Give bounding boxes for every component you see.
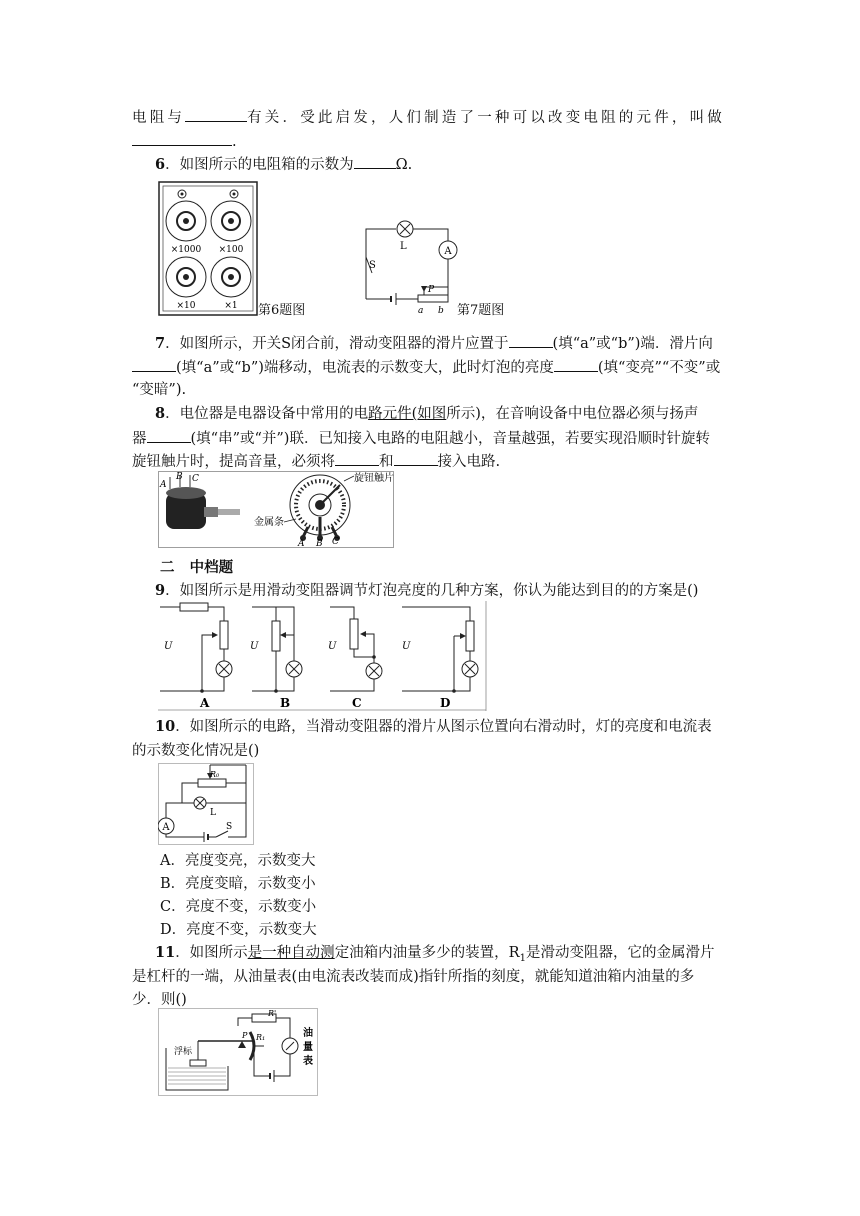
option-d[interactable]: D．亮度不变，示数变大 xyxy=(160,922,317,938)
resistance-box-figure xyxy=(158,181,258,316)
svg-text:L: L xyxy=(210,808,216,818)
lamp-icon xyxy=(397,221,413,237)
q10-line-1: 10．如图所示的电路，当滑动变阻器的滑片从图示位置向右滑动时，灯的亮度和电流表 xyxy=(155,718,712,735)
q8-line-3: 旋钮触片时，提高音量，必须将 和 接入电路. xyxy=(132,451,732,472)
svg-text:A: A xyxy=(162,822,170,833)
rheostat-icon xyxy=(418,295,448,302)
answer-blank[interactable] xyxy=(132,131,232,146)
svg-text:U: U xyxy=(164,641,173,652)
section-heading: 二 中档题 xyxy=(160,559,234,576)
figure-caption: 第6题图 xyxy=(258,303,306,318)
svg-text:S: S xyxy=(226,822,233,832)
option-b[interactable]: B．亮度变暗，示数变小 xyxy=(160,876,316,892)
svg-text:R₁: R₁ xyxy=(256,1033,266,1042)
svg-text:B: B xyxy=(280,696,291,710)
circuit-figure-7 xyxy=(360,213,460,318)
svg-text:B: B xyxy=(316,539,323,548)
q8-line-1: 8．电位器是电器设备中常用的电路元件(如图所示)，在音响设备中电位器必须与扬声 xyxy=(155,405,699,422)
svg-text:旋钮触片: 旋钮触片 xyxy=(354,473,394,484)
svg-text:金属条: 金属条 xyxy=(254,517,284,528)
svg-text:C: C xyxy=(192,474,199,484)
slider-arrow-icon xyxy=(421,286,427,292)
figure-caption: 第7题图 xyxy=(457,303,505,318)
circuit-option-c xyxy=(330,607,382,691)
svg-text:U: U xyxy=(402,641,411,652)
answer-blank[interactable] xyxy=(354,154,396,169)
svg-text:油: 油 xyxy=(303,1028,313,1039)
svg-text:S: S xyxy=(369,260,376,271)
circuit-option-d xyxy=(402,607,478,693)
potentiometer-figure xyxy=(158,471,394,548)
answer-blank[interactable] xyxy=(132,357,176,372)
svg-text:P: P xyxy=(428,285,435,295)
option-c[interactable]: C．亮度不变，示数变小 xyxy=(160,899,317,915)
svg-text:b: b xyxy=(438,306,444,316)
svg-text:A: A xyxy=(444,246,452,257)
q8-line-2: 器 (填“串”或“并”)联．已知接入电路的电阻越小，音量越强，若要实现沿顺时针旋转 xyxy=(132,428,732,449)
svg-text:L: L xyxy=(400,241,407,252)
svg-text:U: U xyxy=(250,641,259,652)
q11-line-3: 少．则() xyxy=(132,992,187,1008)
svg-text:U: U xyxy=(328,641,337,652)
svg-text:C: C xyxy=(352,696,362,710)
q5-line-1: 电阻与 有关．受此启发，人们制造了一种可以改变电阻的元件，叫做 xyxy=(132,107,732,128)
svg-text:表: 表 xyxy=(303,1056,313,1067)
svg-text:P: P xyxy=(242,1031,248,1040)
q11-line-1: 11．如图所示是一种自动测定油箱内油量多少的装置，$R_1$是滑动变阻器，它的金属滑片 xyxy=(155,944,715,964)
q7-line-3: “变暗”). xyxy=(132,382,187,398)
q11-line-2: 是杠杆的一端，从油量表(由电流表改装而成)指针所指的刻度，就能知道油箱内油量的多 xyxy=(132,969,695,985)
answer-blank[interactable] xyxy=(394,451,438,466)
svg-text:量: 量 xyxy=(303,1042,313,1053)
circuit-option-b xyxy=(252,607,302,693)
svg-text:C: C xyxy=(332,537,339,547)
q10-line-2: 的示数变化情况是() xyxy=(132,743,260,759)
answer-blank[interactable] xyxy=(554,357,598,372)
svg-text:A: A xyxy=(160,480,167,490)
svg-text:B: B xyxy=(176,472,183,482)
answer-blank[interactable] xyxy=(147,428,191,443)
svg-text:R₀: R₀ xyxy=(210,770,220,779)
q5-line-2: . xyxy=(132,131,732,152)
answer-blank[interactable] xyxy=(185,107,247,122)
q9-line: 9．如图所示是用滑动变阻器调节灯泡亮度的几种方案，你认为能达到目的的方案是() xyxy=(155,582,699,599)
svg-text:A: A xyxy=(200,696,210,710)
q7-line-1: 7．如图所示，开关S闭合前，滑动变阻器的滑片应置于 (填“a”或“b”)端．滑片向 xyxy=(155,335,713,352)
dial-label: ×1000 xyxy=(170,245,202,255)
q7-line-2: (填“a”或“b”)端移动，电流表的示数变大，此时灯泡的亮度 (填“变亮”“不变”或 xyxy=(132,357,732,378)
circuit-figure-10 xyxy=(158,763,254,845)
answer-blank[interactable] xyxy=(335,451,379,466)
svg-text:a: a xyxy=(418,306,424,316)
oil-gauge-figure xyxy=(158,1008,318,1096)
dial-label: ×10 xyxy=(176,301,196,311)
ammeter-icon xyxy=(439,241,457,259)
svg-text:浮标: 浮标 xyxy=(174,1047,193,1057)
svg-text:R': R' xyxy=(268,1009,277,1018)
answer-blank[interactable] xyxy=(509,333,553,348)
rheostat-options-figure xyxy=(158,601,488,711)
svg-text:D: D xyxy=(440,696,451,710)
dial-label: ×1 xyxy=(224,301,238,311)
svg-text:A: A xyxy=(298,539,305,548)
q6-line: 6．如图所示的电阻箱的示数为 Ω. xyxy=(155,156,413,173)
option-a[interactable]: A．亮度变亮，示数变大 xyxy=(160,853,316,869)
dial-label: ×100 xyxy=(218,245,244,255)
